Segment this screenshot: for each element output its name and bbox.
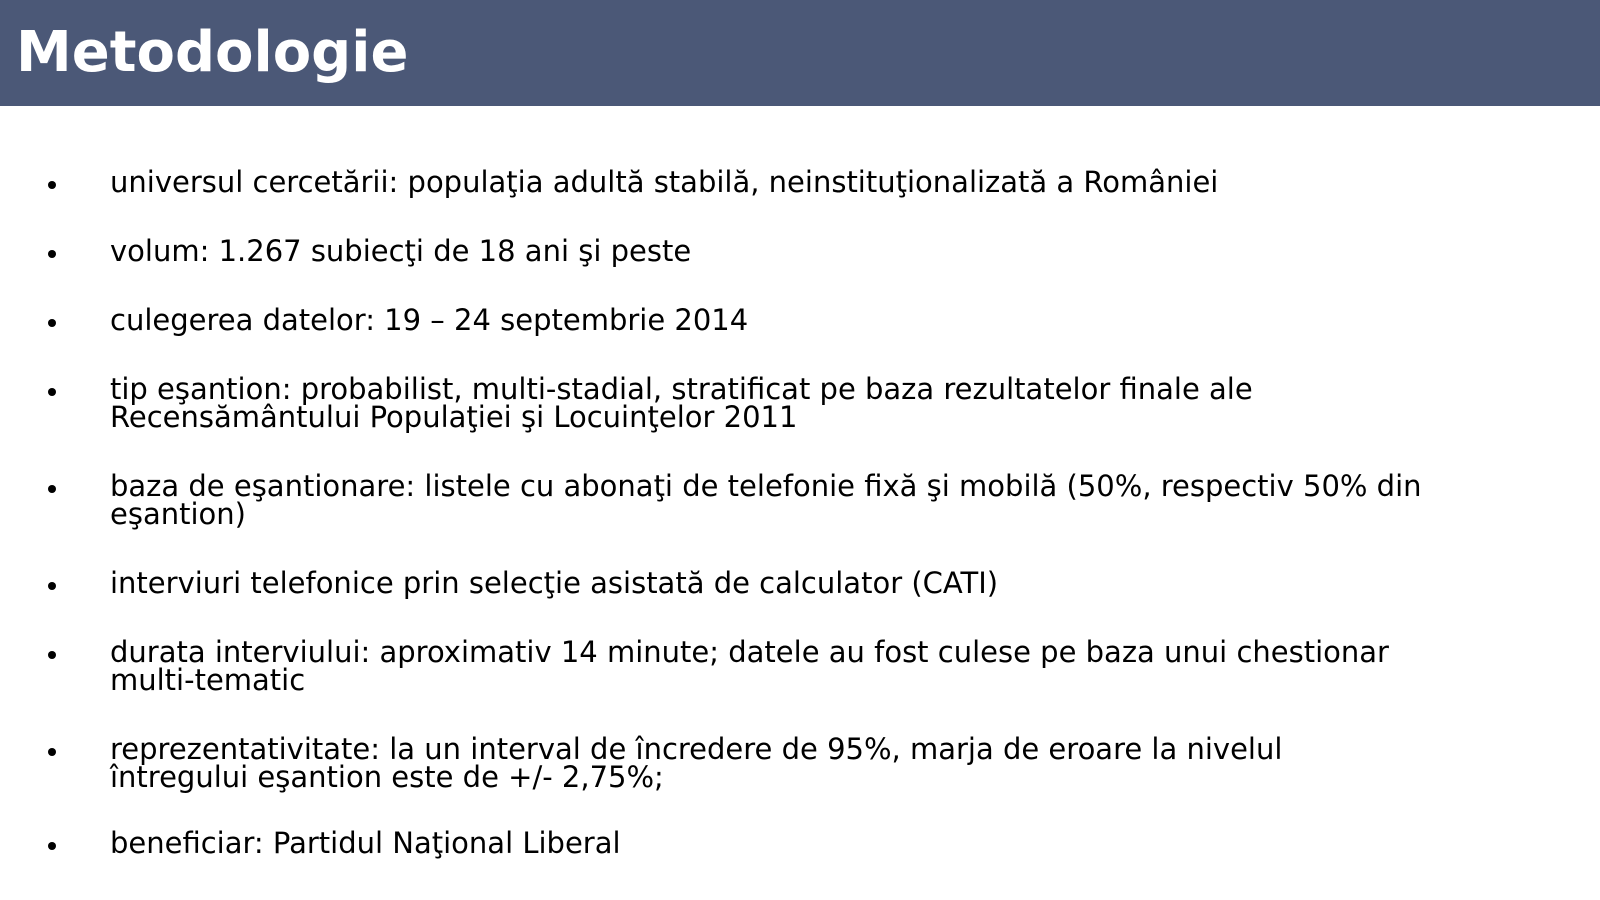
bullet-icon [48,651,56,659]
bullet-icon [48,250,56,258]
list-item-text: beneficiar: Partidul Naţional Liberal [110,826,621,860]
list-item-text: tip eşantion: probabilist, multi-stadial, stratificat pe baza rezultatelor finale ale Recensământului Populaţiei şi Locuinţelor 2011 [110,372,1253,434]
list-item-text: baza de eşantionare: listele cu abonaţi de telefonie fixă şi mobilă (50%, respectiv 50% din eşantion) [110,469,1422,531]
bullet-icon [48,181,56,189]
list-item-text: volum: 1.267 subiecţi de 18 ani şi peste [110,234,692,268]
bullet-icon [48,748,56,756]
bullet-icon [48,485,56,493]
list-item-text: culegerea datelor: 19 – 24 septembrie 2014 [110,303,749,337]
bullet-icon [48,842,56,850]
list-item-text: durata interviului: aproximativ 14 minute; datele au fost culese pe baza unui chestionar multi-tematic [110,635,1389,697]
list-item-text: interviuri telefonice prin selecţie asistată de calculator (CATI) [110,566,999,600]
list-item-text: universul cercetării: populaţia adultă stabilă, neinstituţionalizată a României [110,165,1219,199]
title-bar [0,0,1600,106]
bullet-icon [48,582,56,590]
bullet-icon [48,388,56,396]
slide-title: Metodologie [16,20,409,85]
bullet-icon [48,319,56,327]
list-item-text: reprezentativitate: la un interval de încredere de 95%, marja de eroare la nivelul întregului eşantion este de +/- 2,75%; [110,732,1283,794]
